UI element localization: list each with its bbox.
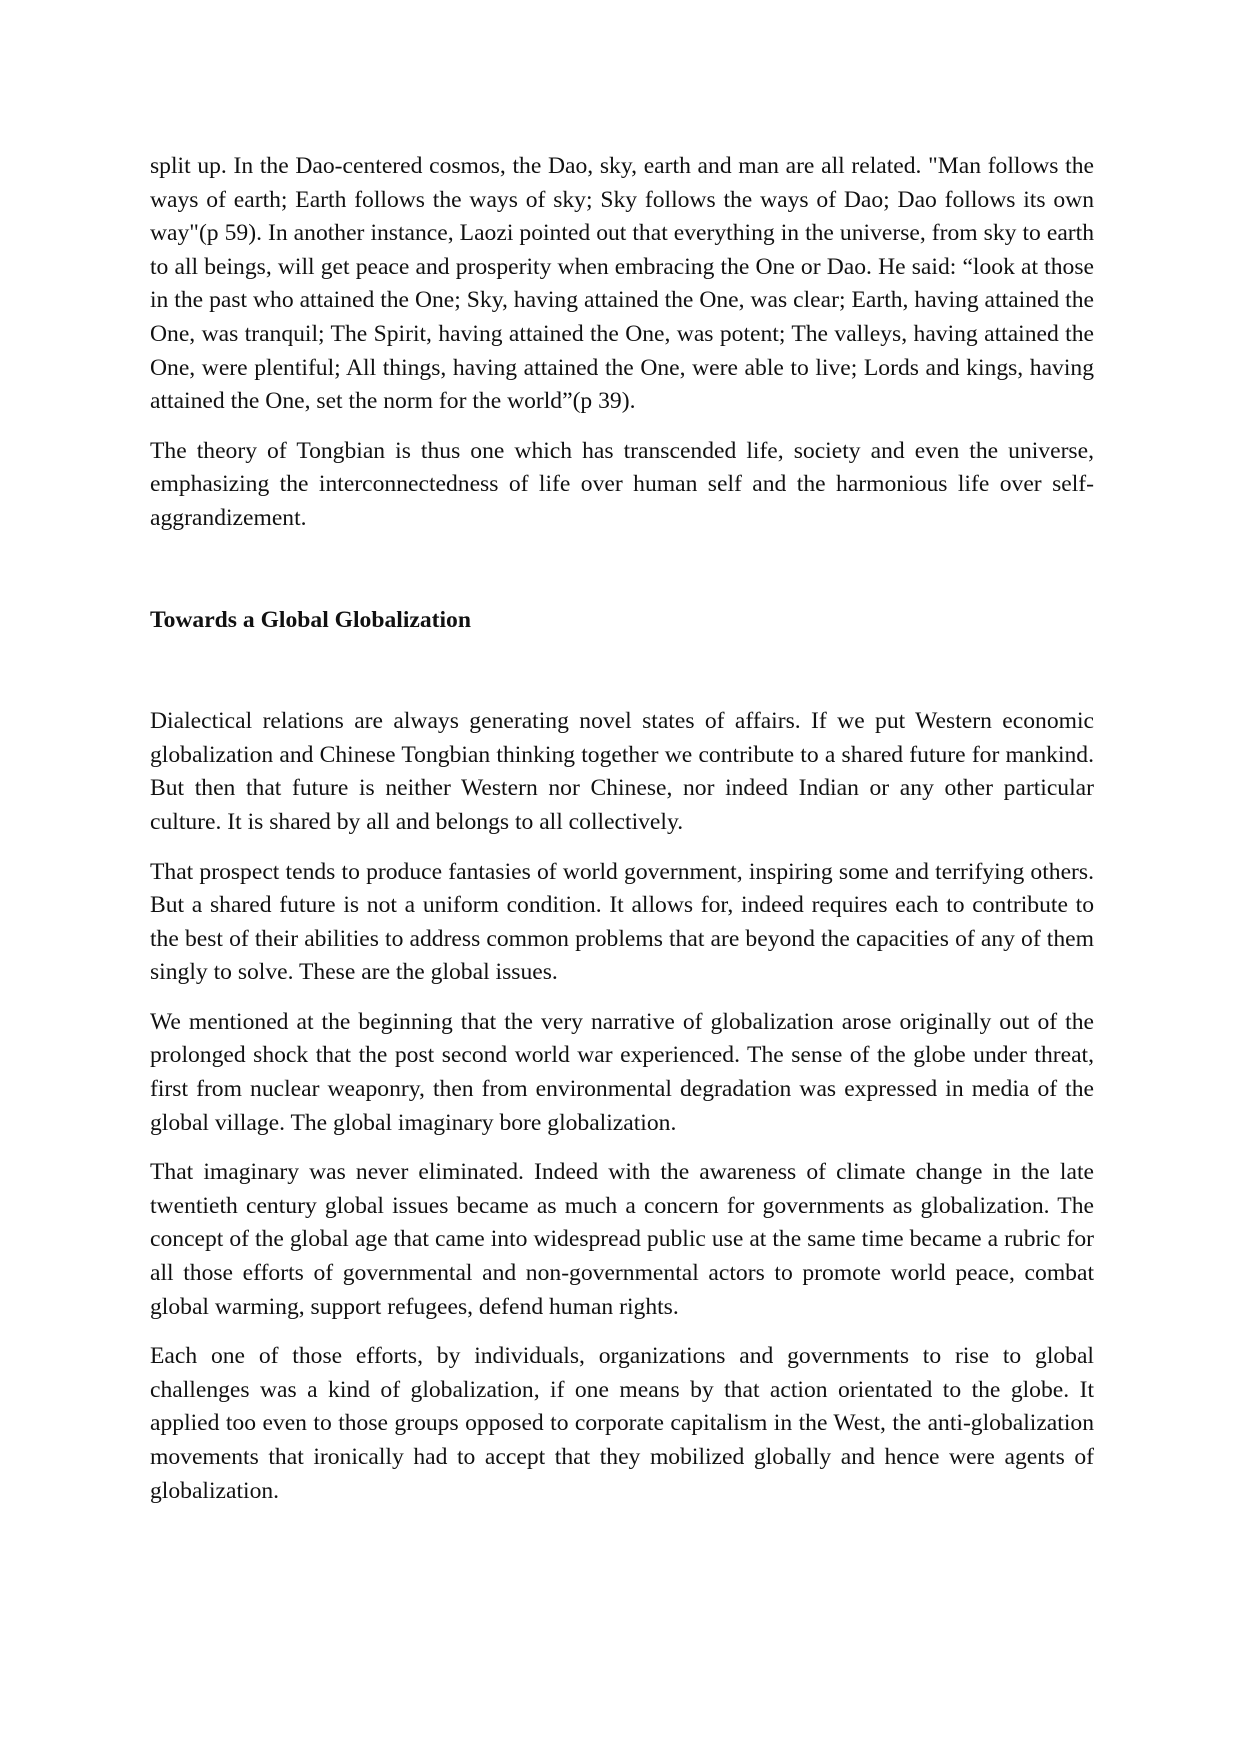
section-heading: Towards a Global Globalization xyxy=(150,606,471,633)
paragraph-global-challenges: Each one of those efforts, by individuals, organizations and governments to rise to global challenges was a kind of globalization, if one means by that action orientated to the globe. It applied too even to those groups opposed to corporate capitalism in the West, the anti-globalization movements that ironically had to accept that they mobilized globally and hence were agents of globalization. xyxy=(150,1343,1094,1504)
section-spacer xyxy=(150,637,1094,705)
section-spacer xyxy=(150,552,1094,604)
document-page xyxy=(150,150,1094,1524)
paragraph-global-imaginary: That imaginary was never eliminated. Indeed with the awareness of climate change in the late twentieth century global issues became as much a concern for governments as globalization. The concept of the global age that came into widespread public use at the same time became a rubric for all those efforts of governmental and non-governmental actors to promote world peace, combat global warming, support refugees, defend human rights. xyxy=(150,1159,1094,1320)
paragraph-shared-future: That prospect tends to produce fantasies of world government, inspiring some and terrifying others. But a shared future is not a uniform condition. It allows for, indeed requires each to contribute to the best of their abilities to address common problems that are beyond the capacities of any of them singly to solve. These are the global issues. xyxy=(150,858,1094,986)
paragraph-tongbian-theory: The theory of Tongbian is thus one which has transcended life, society and even the universe, emphasizing the interconnectedness of life over human self and the harmonious life over self-aggrandizement. xyxy=(150,437,1094,531)
paragraph-globalization-narrative: We mentioned at the beginning that the very narrative of globalization arose originally out of the prolonged shock that the post second world war experienced. The sense of the globe under threat, first from nuclear weaponry, then from environmental degradation was expressed in media of the global village. The global imaginary bore globalization. xyxy=(150,1008,1094,1136)
paragraph-dialectical-relations: Dialectical relations are always generating novel states of affairs. If we put Western economic globalization and Chinese Tongbian thinking together we contribute to a shared future for mankind. But then that future is neither Western nor Chinese, nor indeed Indian or any other particular culture. It is shared by all and belongs to all collectively. xyxy=(150,708,1094,835)
paragraph-dao-cosmos: split up. In the Dao-centered cosmos, the Dao, sky, earth and man are all related. "Man follows the ways of earth; Earth follows the ways of sky; Sky follows the ways of Dao; Dao follows its own way"(p 59). In another instance, Laozi pointed out that everything in the universe, from sky to earth to all beings, will get peace and prosperity when embracing the One or Dao. He said: “look at those in the past who attained the One; Sky, having attained the One, was clear; Earth, having attained the One, was tranquil; The Spirit, having attained the One, was potent; The valleys, having attained the One, were plentiful; All things, having attained the One, were able to live; Lords and kings, having attained the One, set the norm for the world”(p 39). xyxy=(150,153,1094,415)
